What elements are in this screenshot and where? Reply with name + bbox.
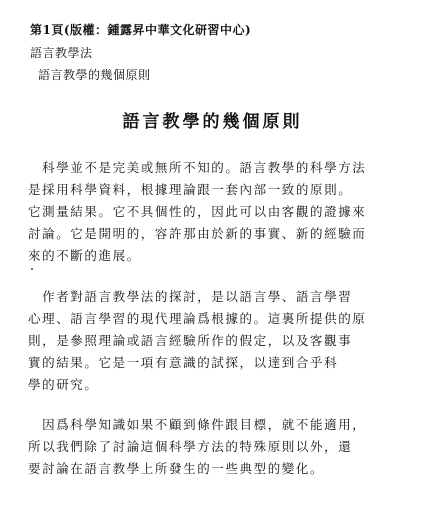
text-line: 是採用科學資料，根據理論跟一套內部一致的原則。 xyxy=(28,182,353,197)
chapter-breadcrumb: 語言教學的幾個原則 xyxy=(38,68,151,82)
text-line: 來的不斷的進展。 xyxy=(28,248,141,263)
book-title: 語言教學法 xyxy=(30,46,93,60)
paragraph-2 xyxy=(28,286,408,396)
paragraph-3 xyxy=(28,414,408,480)
text-line: 討論。它是開明的，容許那由於新的事實、新的經驗而 xyxy=(28,226,367,241)
text-line: 學的研究。 xyxy=(28,377,99,392)
paragraph-1 xyxy=(28,157,408,267)
page-title: 語言教學的幾個原則 xyxy=(122,112,303,132)
text-line: 因爲科學知識如果不顧到條件跟目標，就不能適用， xyxy=(28,417,367,432)
text-line: 所以我們除了討論這個科學方法的特殊原則以外，還 xyxy=(28,439,353,454)
text-line: 實的結果。它是一項有意識的試探，以達到合乎科 xyxy=(28,355,339,370)
text-line: 則，是參照理論或語言經驗所作的假定，以及客觀事 xyxy=(28,333,353,348)
text-line: 作者對語言教學法的探討，是以語言學、語言學習 xyxy=(28,289,353,304)
scan-speck xyxy=(31,268,33,270)
text-line: 心理、語言學習的現代理論爲根據的。這裏所提供的原 xyxy=(28,311,367,326)
text-line: 要討論在語言教學上所發生的一些典型的變化。 xyxy=(28,461,325,476)
page-copyright-line: 第1頁(版權：鍾露昇中華文化研習中心) xyxy=(30,23,252,37)
text-line: 它測量結果。它不具個性的，因此可以由客觀的證據來 xyxy=(28,204,367,219)
text-line: 科學並不是完美或無所不知的。語言教學的科學方法 xyxy=(28,160,367,175)
